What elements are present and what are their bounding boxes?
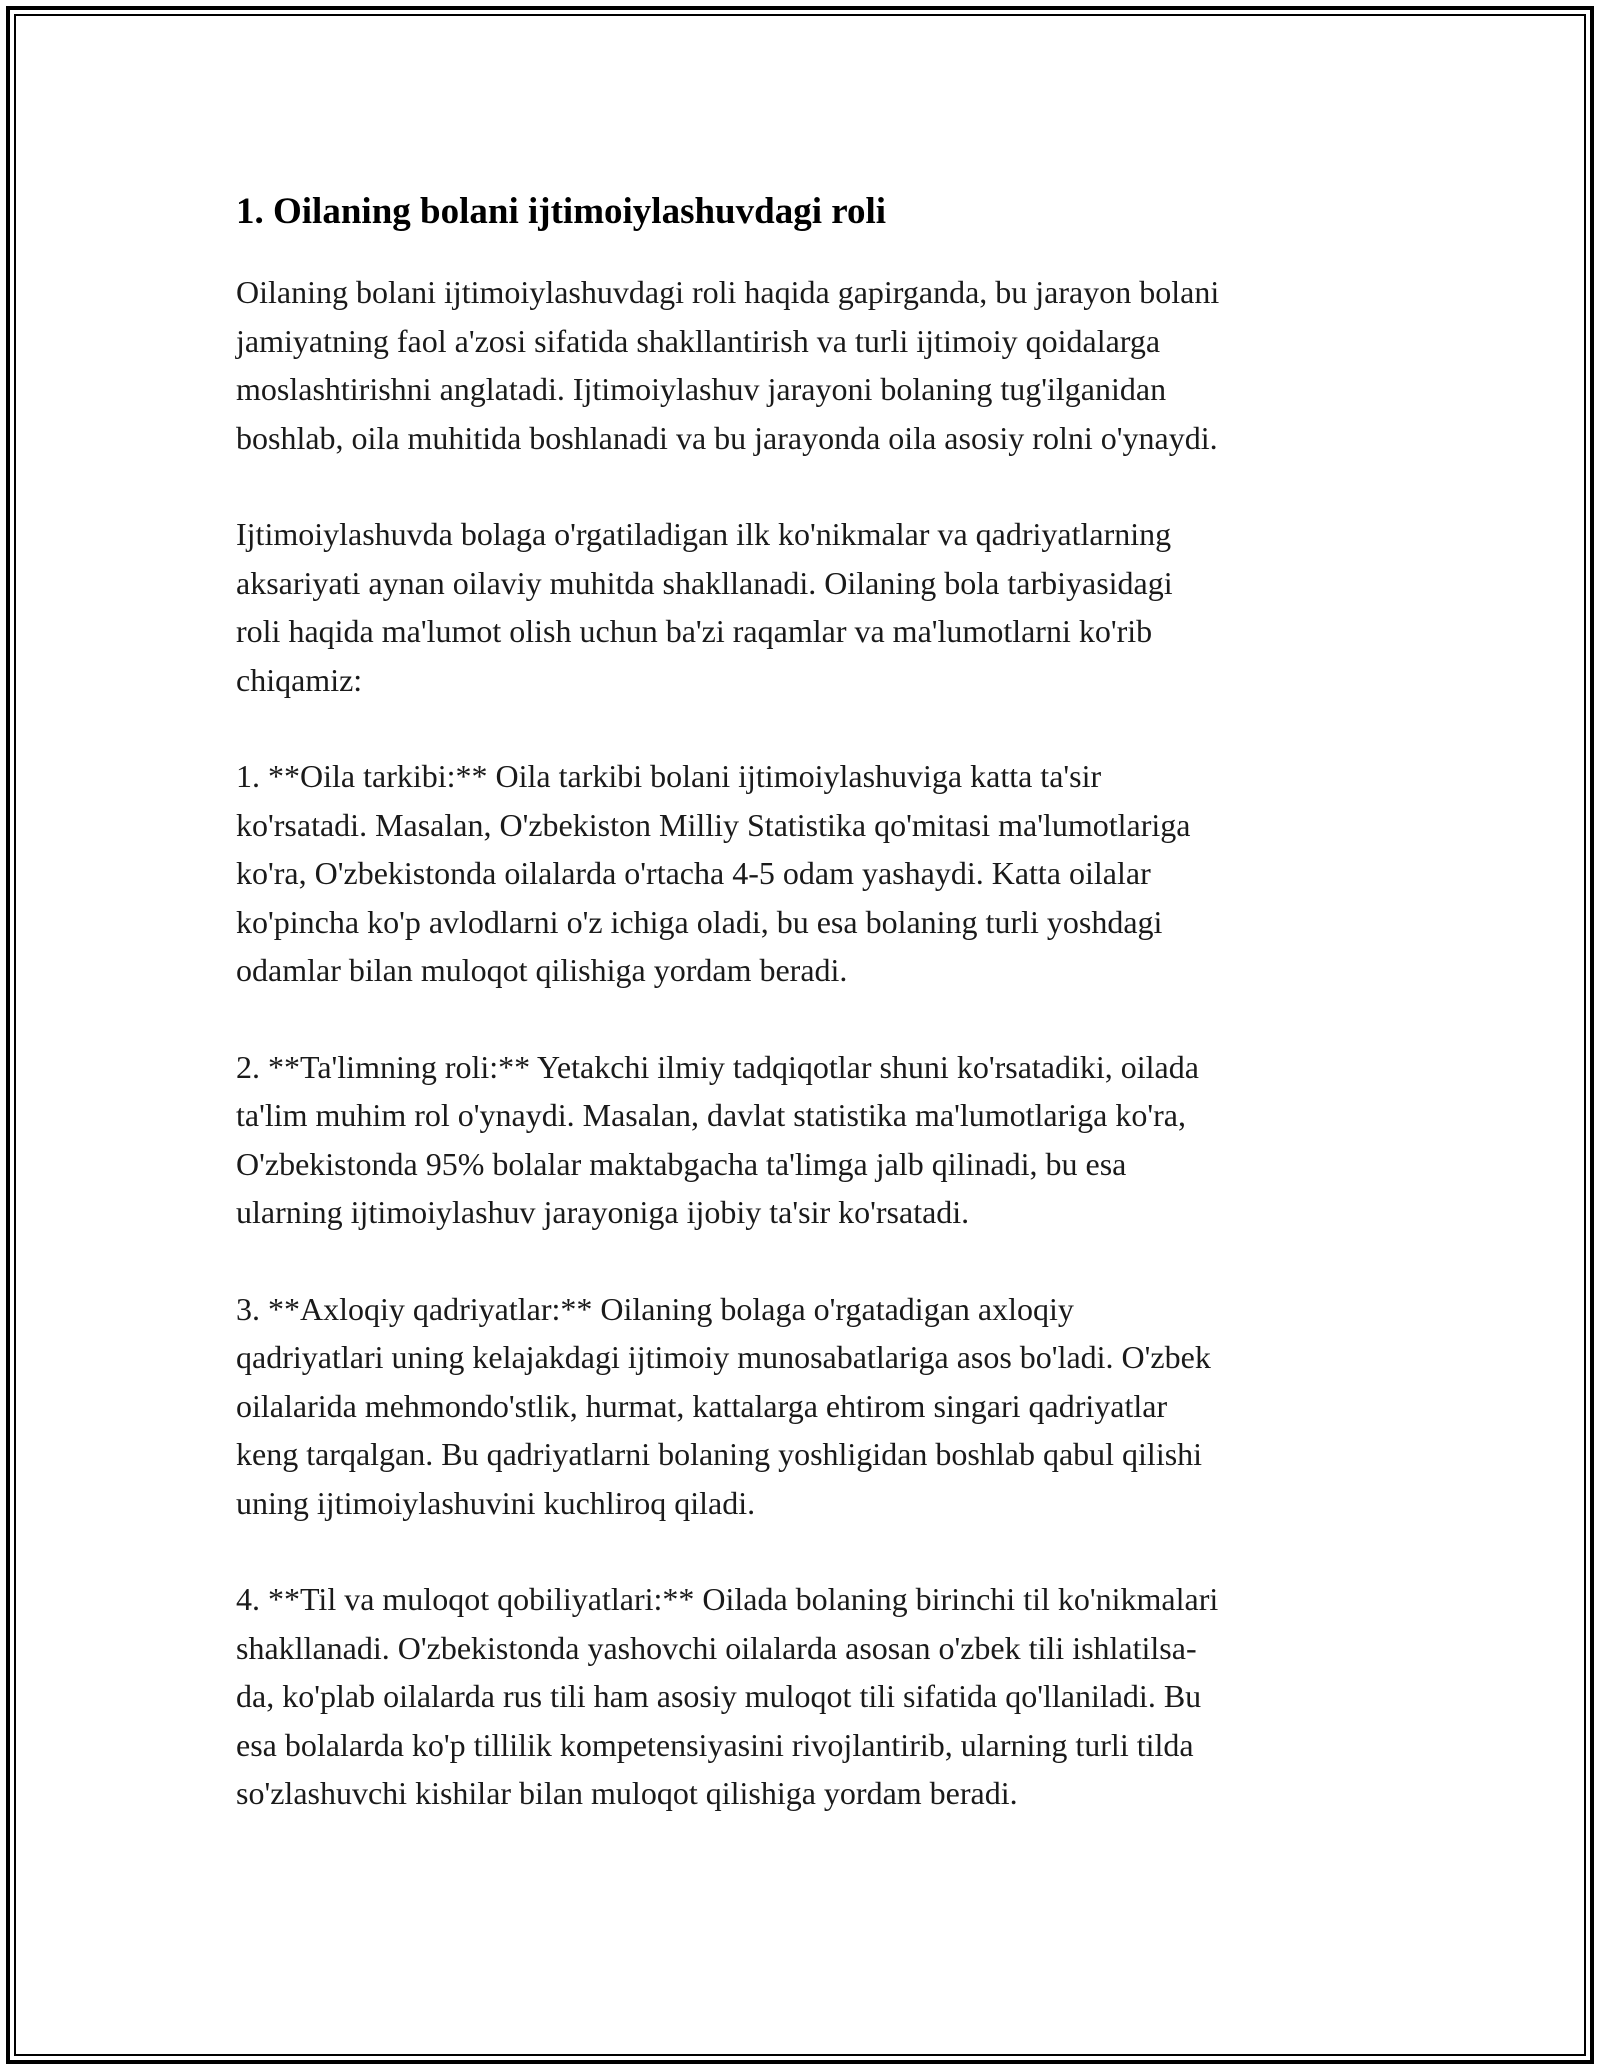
point-language-communication: 4. **Til va muloqot qobiliyatlari:** Oilada bolaning birinchi til ko'nikmalari shakllanadi. O'zbekistonda yashovchi oilalarda asosan o'zbek tili ishlatilsa- da, ko'plab oilalarda rus tili ham asosiy muloqot tili sifatida qo'llaniladi. Bu esa bolalarda ko'p tillilik kompetensiyasini rivojlantirib, ularning turli tilda so'zlashuvchi kishilar bilan muloqot qilishiga yordam beradi.	[236, 1581, 1219, 1811]
intro-paragraph: Oilaning bolani ijtimoiylashuvdagi roli haqida gapirganda, bu jarayon bolani jamiyatning faol a'zosi sifatida shakllantirish va turli ijtimoiy qoidalarga moslashtirishni anglatadi. Ijtimoiylashuv jarayoni bolaning tug'ilganidan boshlab, oila muhitida boshlanadi va bu jarayonda oila asosiy rolni o'ynaydi.	[236, 274, 1220, 456]
section-heading: 1. Oilaning bolani ijtimoiylashuvdagi roli	[236, 191, 887, 232]
point-family-composition: 1. **Oila tarkibi:** Oila tarkibi bolani ijtimoiylashuviga katta ta'sir ko'rsatadi. Masalan, O'zbekiston Milliy Statistika qo'mitasi ma'lumotlariga ko'ra, O'zbekistonda oilalarda o'rtacha 4-5 odam yashaydi. Katta oilalar ko'pincha ko'p avlodlarni o'z ichiga oladi, bu esa bolaning turli yoshdagi odamlar bilan muloqot qilishiga yordam beradi.	[236, 758, 1191, 988]
point-moral-values: 3. **Axloqiy qadriyatlar:** Oilaning bolaga o'rgatadigan axloqiy qadriyatlari uning kelajakdagi ijtimoiy munosabatlariga asos bo'ladi. O'zbek oilalarida mehmondo'stlik, hurmat, kattalarga ehtirom singari qadriyatlar keng tarqalgan. Bu qadriyatlarni bolaning yoshligidan boshlab qabul qilishi uning ijtimoiylashuvini kuchliroq qiladi.	[236, 1290, 1211, 1521]
point-education-role: 2. **Ta'limning roli:** Yetakchi ilmiy tadqiqotlar shuni ko'rsatadiki, oilada ta'lim muhim rol o'ynaydi. Masalan, davlat statistika ma'lumotlariga ko'ra, O'zbekistonda 95% bolalar maktabgacha ta'limga jalb qilinadi, bu esa ularning ijtimoiylashuv jarayoniga ijobiy ta'sir ko'rsatadi.	[236, 1048, 1199, 1230]
document-body	[236, 188, 1366, 1866]
context-paragraph: Ijtimoiylashuvda bolaga o'rgatiladigan ilk ko'nikmalar va qadriyatlarning aksariyati aynan oilaviy muhitda shakllanadi. Oilaning bola tarbiyasidagi roli haqida ma'lumot olish uchun ba'zi raqamlar va ma'lumotlarni ko'rib chiqamiz:	[236, 516, 1173, 698]
